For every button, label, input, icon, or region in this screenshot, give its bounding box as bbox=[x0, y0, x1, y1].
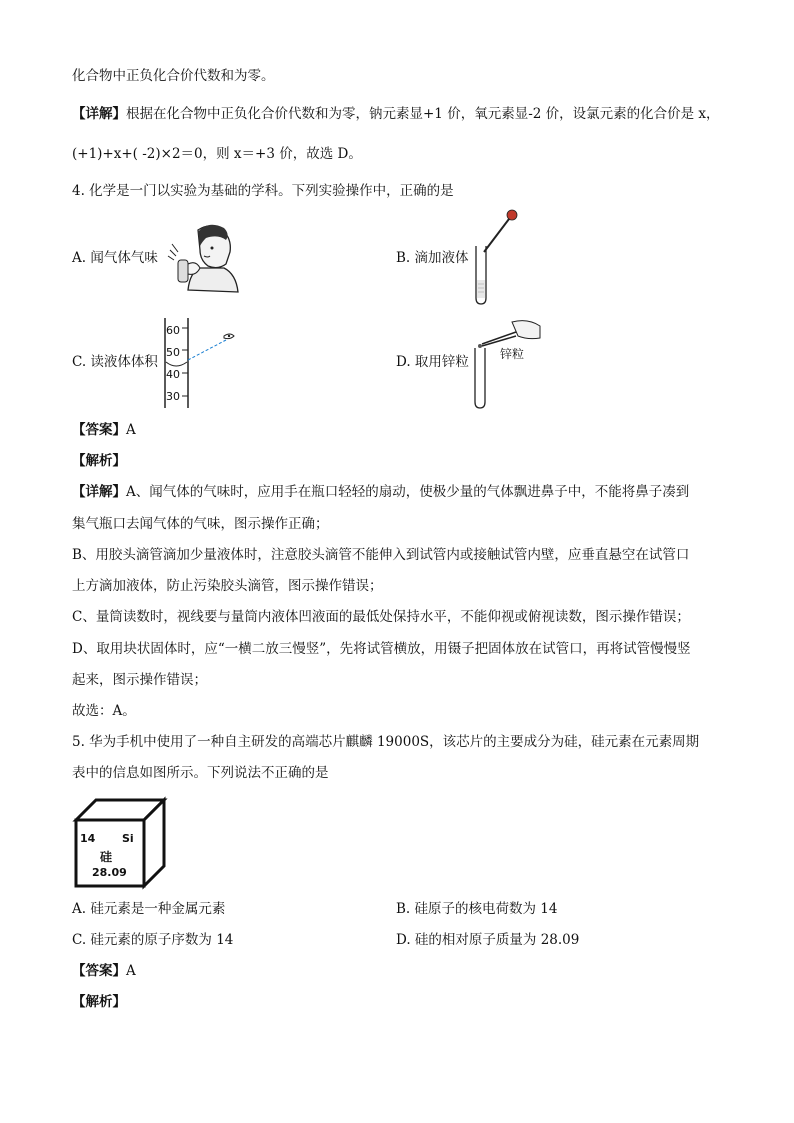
q4-explain-line: 故选：A。 bbox=[72, 703, 136, 719]
answer-value: A bbox=[126, 963, 136, 979]
detail-label: 【详解】 bbox=[72, 106, 126, 122]
tick-label: 30 bbox=[166, 390, 180, 403]
tick-label: 50 bbox=[166, 346, 180, 359]
element-mass: 28.09 bbox=[92, 866, 127, 879]
q4-explain-line bbox=[72, 482, 689, 502]
detail-equation: (+1)+x+( -2)×2＝0，则 x＝+3 价，故选 D。 bbox=[72, 146, 362, 162]
intro-text: 化合物中正负化合价代数和为零。 bbox=[72, 68, 275, 84]
tick-label: 40 bbox=[166, 368, 180, 381]
element-name: 硅 bbox=[100, 850, 113, 864]
tick-label: 60 bbox=[166, 324, 180, 337]
q4-option-c: C. 读液体体积 bbox=[72, 354, 158, 370]
q5-analysis-label: 【解析】 bbox=[72, 994, 126, 1010]
element-symbol: Si bbox=[122, 832, 134, 845]
q4-explain-line: B、用胶头滴管滴加少量液体时，注意胶头滴管不能伸入到试管内或接触试管内壁，应垂直悬空在试管口 bbox=[72, 547, 690, 563]
q5-option-b: B. 硅原子的核电荷数为 14 bbox=[396, 901, 558, 917]
zinc-tweezers-illustration bbox=[472, 318, 544, 410]
q5-option-d: D. 硅的相对原子质量为 28.09 bbox=[396, 932, 580, 948]
smelling-gas-illustration bbox=[160, 220, 240, 300]
detail-text: 根据在化合物中正负化合价代数和为零，钠元素显+1 价，氧元素显-2 价，设氯元素的化合价是 x， bbox=[126, 106, 720, 122]
q4-explain-line: 起来，图示操作错误； bbox=[72, 672, 207, 688]
answer-value: A bbox=[126, 422, 136, 438]
q5-option-c: C. 硅元素的原子序数为 14 bbox=[72, 932, 234, 948]
cylinder-tick-labels bbox=[166, 320, 180, 408]
q4-option-a: A. 闻气体气味 bbox=[72, 250, 158, 266]
q4-explain-line: 集气瓶口去闻气体的气味，图示操作正确； bbox=[72, 516, 329, 532]
q4-explain-line: C、量筒读数时，视线要与量筒内液体凹液面的最低处保持水平，不能仰视或俯视读数，图示操作错误； bbox=[72, 609, 690, 625]
q4-analysis-label: 【解析】 bbox=[72, 453, 126, 469]
detail-paragraph bbox=[72, 104, 720, 124]
question-5-stem: 5. 华为手机中使用了一种自主研发的高端芯片麒麟 19000S，该芯片的主要成分为硅，硅元素在元素周期 bbox=[72, 734, 700, 750]
question-5-stem: 表中的信息如图所示。下列说法不正确的是 bbox=[72, 765, 329, 781]
q5-option-a: A. 硅元素是一种金属元素 bbox=[72, 901, 226, 917]
explain-text: A、闻气体的气味时，应用手在瓶口轻轻的扇动，使极少量的气体飘进鼻子中，不能将鼻子凑到 bbox=[126, 484, 690, 500]
q4-explain-line: D、取用块状固体时，应“一横二放三慢竖”，先将试管横放，用镊子把固体放在试管口，再将试管慢慢竖 bbox=[72, 641, 691, 657]
q5-answer bbox=[72, 961, 136, 981]
q4-option-b: B. 滴加液体 bbox=[396, 250, 469, 266]
answer-label: 【答案】 bbox=[72, 422, 126, 438]
q4-explain-line: 上方滴加液体，防止污染胶头滴管，图示操作错误； bbox=[72, 578, 383, 594]
question-4-stem: 4. 化学是一门以实验为基础的学科。下列实验操作中，正确的是 bbox=[72, 183, 454, 199]
element-number: 14 bbox=[80, 832, 96, 845]
answer-label: 【答案】 bbox=[72, 963, 126, 979]
q4-answer bbox=[72, 420, 136, 440]
q4-option-d: D. 取用锌粒 bbox=[396, 354, 469, 370]
detail-label: 【详解】 bbox=[72, 484, 126, 500]
zinc-label: 锌粒 bbox=[500, 347, 525, 361]
dropper-test-tube-illustration bbox=[470, 208, 520, 308]
